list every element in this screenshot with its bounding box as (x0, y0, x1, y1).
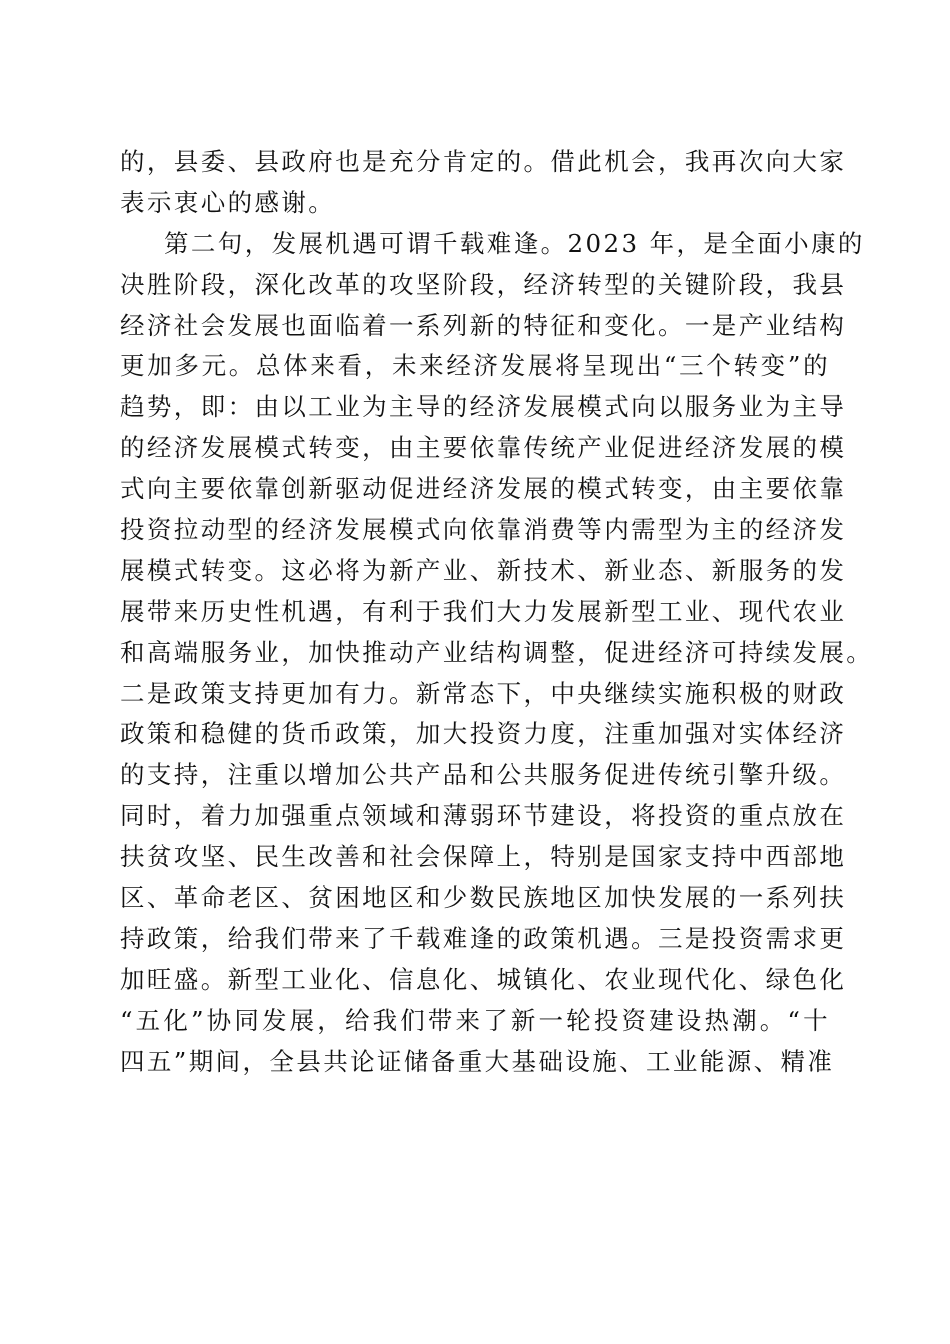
body-text (120, 142, 874, 1082)
text-line-17: 同时，着力加强重点领域和薄弱环节建设，将投资的重点放在 (120, 801, 847, 831)
text-line-19: 区、革命老区、贫困地区和少数民族地区加快发展的一系列扶 (120, 883, 847, 913)
text-line-5: 经济社会发展也面临着一系列新的特征和变化。一是产业结构 (120, 310, 847, 340)
text-line-23: 四五”期间，全县共论证储备重大基础设施、工业能源、精准 (120, 1046, 835, 1076)
text-line-16: 的支持，注重以增加公共产品和公共服务促进传统引擎升级。 (120, 760, 847, 790)
text-line-9: 式向主要依靠创新驱动促进经济发展的模式转变，由主要依靠 (120, 474, 847, 504)
text-line-18: 扶贫攻坚、民生改善和社会保障上，特别是国家支持中西部地 (120, 842, 847, 872)
text-line-4: 决胜阶段，深化改革的攻坚阶段，经济转型的关键阶段，我县 (120, 269, 847, 299)
text-line-6: 更加多元。总体来看，未来经济发展将呈现出“三个转变”的 (120, 351, 830, 381)
text-line-10: 投资拉动型的经济发展模式向依靠消费等内需型为主的经济发 (120, 515, 847, 545)
text-line-2: 表示衷心的感谢。 (120, 187, 336, 217)
text-line-12: 展带来历史性机遇，有利于我们大力发展新型工业、现代农业 (120, 596, 847, 626)
text-line-11: 展模式转变。这必将为新产业、新技术、新业态、新服务的发 (120, 555, 847, 585)
text-line-22: “五化”协同发展，给我们带来了新一轮投资建设热潮。“十 (120, 1005, 830, 1035)
text-line-13: 和高端服务业，加快推动产业结构调整，促进经济可持续发展。 (120, 637, 874, 667)
paragraph-start-line: 第二句，发展机遇可谓千载难逢。2023 年，是全面小康的 (164, 228, 865, 258)
text-line-21: 加旺盛。新型工业化、信息化、城镇化、农业现代化、绿色化 (120, 964, 847, 994)
text-line-14: 二是政策支持更加有力。新常态下，中央继续实施积极的财政 (120, 678, 847, 708)
text-line-15: 政策和稳健的货币政策，加大投资力度，注重加强对实体经济 (120, 719, 847, 749)
text-line-20: 持政策，给我们带来了千载难逢的政策机遇。三是投资需求更 (120, 923, 847, 953)
text-line-7: 趋势，即：由以工业为主导的经济发展模式向以服务业为主导 (120, 392, 847, 422)
text-line-8: 的经济发展模式转变，由主要依靠传统产业促进经济发展的模 (120, 433, 847, 463)
text-line-1: 的，县委、县政府也是充分肯定的。借此机会，我再次向大家 (120, 147, 847, 176)
